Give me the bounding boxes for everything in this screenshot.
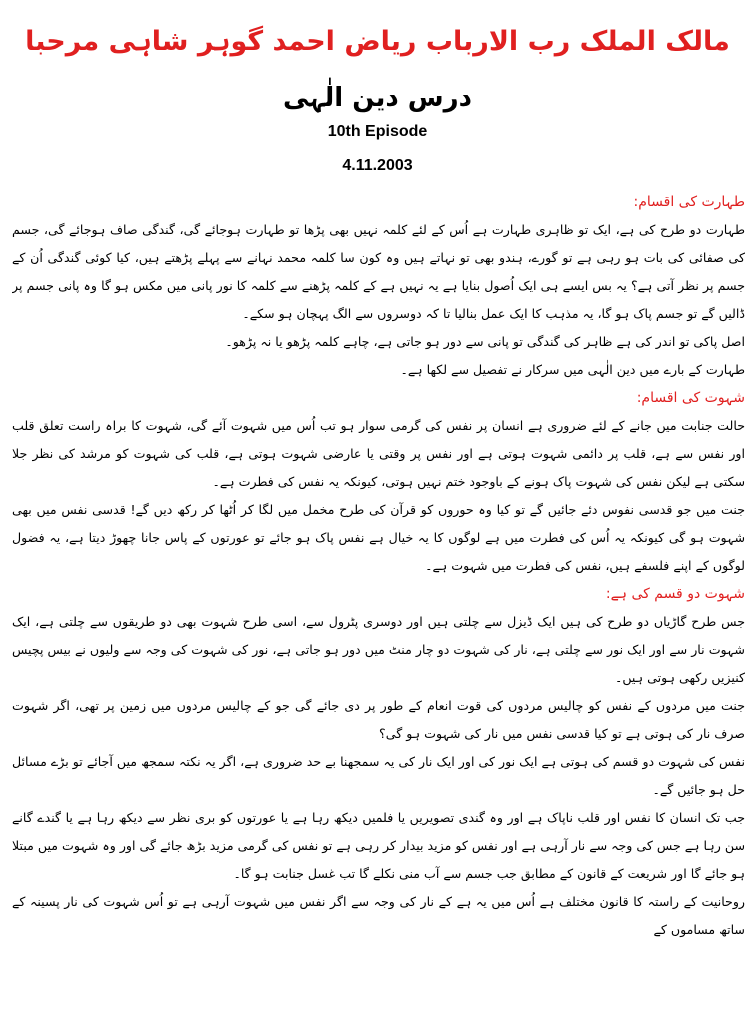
document-subtitle: درس دین الٰہی — [282, 83, 472, 113]
paragraph: طہارت کے بارے میں دین الٰہی میں سرکار نے تفصیل سے لکھا ہے۔ — [400, 362, 745, 377]
section-purity-types — [12, 188, 745, 384]
paragraph: حالت جنابت میں جانے کے لئے ضروری ہے انسان پر نفس کی گرمی سوار ہو تب اُس میں شہوت آئے گی، شہوت کا براہ راست تعلق قلب اور نفس سے ہے، قلب پر دائمی شہوت ہوتی ہے اور نفس پر وقتی یا عارضی شہوت ہوتی ہے، قلب کی شہوت کو مرشد کی نظر جلا سکتی ہے لیکن نفس کی شہوت پاک ہونے کے باوجود ختم نہیں ہوتی، کیونکہ یہ نفس کی فطرت ہے۔ — [12, 418, 745, 489]
section-desire-types — [12, 384, 745, 580]
section-heading: شہوت دو قسم کی ہے: — [605, 586, 745, 602]
date-label: 4.11.2003 — [342, 157, 413, 174]
paragraph: جنت میں جو قدسی نفوس دئے جائیں گے تو کیا وہ حوروں کو قرآن کی طرح مخمل میں لگا کر اُٹھا کر رکھ دیں گے! قدسی نفس میں بھی شہوت ہو گی کیونکہ یہ اُس کی فطرت میں ہے لوگوں کا یہ خیال ہے نفس پاک ہو جائے تو عورتوں کے پاس جانا چھوڑ دیتا ہے، یہ فضول لوگوں کے اپنے فلسفے ہیں، نفس کی فطرت میں شہوت ہے۔ — [12, 502, 745, 573]
paragraph: جس طرح گاڑیاں دو طرح کی ہیں ایک ڈیزل سے چلتی ہیں اور دوسری پٹرول سے، اسی طرح شہوت بھی دو طریقوں سے چلتی ہے، ایک شہوت نار سے اور ایک نور سے چلتی ہے، نار کی شہوت دو چار منٹ میں دور ہو جاتی ہے، نور کی شہوت کی وجہ سے ولیوں نے بیس پچیس کنیزیں رکھی ہوتی ہیں۔ — [12, 614, 745, 685]
paragraph: اصل پاکی تو اندر کی ہے ظاہر کی گندگی تو پانی سے دور ہو جاتی ہے، چاہے کلمہ پڑھو یا نہ پڑھو۔ — [225, 334, 745, 349]
section-heading: شہوت کی اقسام: — [636, 390, 745, 406]
document-body — [12, 188, 745, 1028]
paragraph: طہارت دو طرح کی ہے، ایک تو ظاہری طہارت ہے اُس کے لئے کلمہ نہیں بھی پڑھا تو طہارت ہوجائے گی، گندگی صاف ہوجائے گی، جسم کی صفائی کی بات ہو رہی ہے تو گورے، ہندو بھی تو نہاتے ہیں وہ کون سا کلمہ محمد نہانے سے پہلے پڑھتے ہیں، کیا کوئی گندگی اُن کے جسم پر نظر آتی ہے؟ یہ بس ایسے ہی ایک اُصول بنایا ہے یہ نہیں ہے کے کلمہ پڑھنے سے کلمہ کا نور پانی میں مکس ہو گا وہ پانی جسم پر ڈالیں گے تو جسم پاک ہو گا، یہ مذہب کا ایک عمل بنالیا تا کہ دوسروں سے الگ پہچان ہو سکے۔ — [12, 222, 745, 321]
section-heading: طہارت کی اقسام: — [633, 194, 745, 210]
paragraph: نفس کی شہوت دو قسم کی ہوتی ہے ایک نور کی اور ایک نار کی یہ سمجھنا بے حد ضروری ہے، اگر یہ نکتہ سمجھ میں آجائے تو بڑے مسائل حل ہو جائیں گے۔ — [12, 754, 745, 797]
paragraph: روحانیت کے راستہ کا قانون مختلف ہے اُس میں یہ ہے کے نار کی وجہ سے اگر نفس میں شہوت آرہی ہے تو اُس شہوت کی نار پسینہ کے ساتھ مساموں کے — [12, 894, 745, 937]
document-title: مالک الملک رب الارباب ریاض احمد گوہر شاہی مرحبا — [25, 26, 730, 57]
episode-label: 10th Episode — [327, 123, 428, 140]
section-two-kinds-of-desire — [12, 580, 745, 944]
paragraph: جب تک انسان کا نفس اور قلب ناپاک ہے اور وہ گندی تصویریں یا فلمیں دیکھ رہا ہے یا عورتوں کو بری نظر سے دیکھ رہا ہے یا گندے گانے سن رہا ہے جس کی وجہ سے نار آرہی ہے اور نفس کو مزید بیدار کر رہی ہے تو نفس کی گرمی مزید بڑھ جائے گی اور وہ شہوت میں مبتلا ہو جائے گا اور شریعت کے قانون کے مطابق جب جسم سے آب منی نکلے گا تب غسل جنابت ہو گا۔ — [12, 810, 745, 881]
paragraph: جنت میں مردوں کے نفس کو چالیس مردوں کی قوت انعام کے طور پر دی جائے گی جو کے چالیس مردوں میں زمین پر تھی، اگر شہوت صرف نار کی ہوتی ہے تو کیا قدسی نفس میں نار کی شہوت ہو گی؟ — [12, 698, 745, 741]
